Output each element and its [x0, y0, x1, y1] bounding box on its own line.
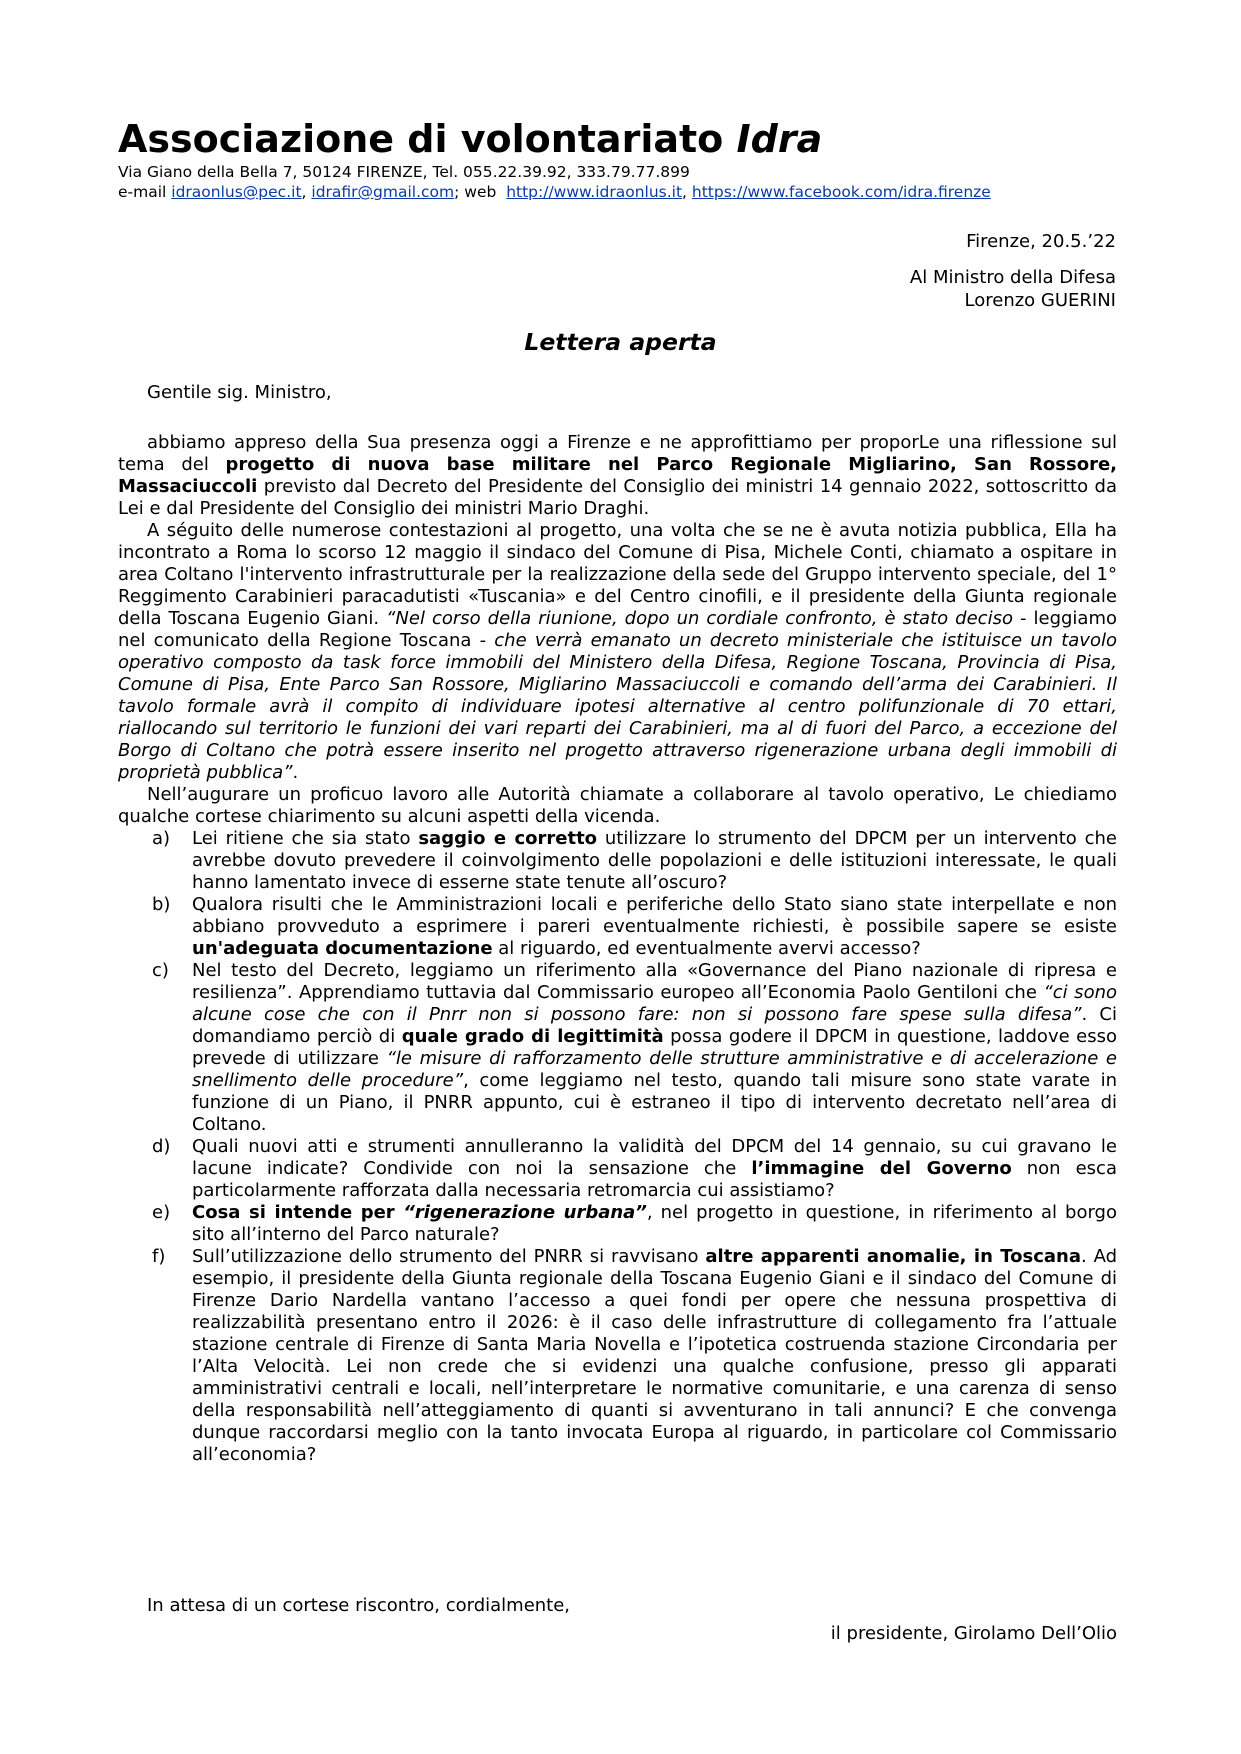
organization-address: Via Giano della Bella 7, 50124 FIRENZE, Tel. 055.22.39.92, 333.79.77.899 — [118, 163, 690, 181]
facebook-link[interactable]: https://www.facebook.com/idra.firenze — [691, 183, 991, 201]
letter-body — [118, 432, 1117, 1466]
signature: il presidente, Girolamo Dell’Olio — [830, 1623, 1117, 1644]
letterhead — [118, 116, 1128, 202]
website-link[interactable]: http://www.idraonlus.it — [506, 183, 683, 201]
question-list — [118, 828, 1117, 1466]
list-item: b) Qualora risulti che le Amministrazioni locali e periferiche dello Stato siano state interpellate e non abbiano provveduto a esprimere i pareri eventualmente richiesti, è possibile sapere se esiste un'adeguata documentazione al riguardo, ed eventualmente avervi accesso? — [152, 894, 1117, 959]
email-link-gmail[interactable]: idrafir@gmail.com — [311, 183, 455, 201]
salutation: Gentile sig. Ministro, — [147, 382, 332, 403]
list-item: e) Cosa si intende per “rigenerazione urbana”, nel progetto in questione, in riferimento al borgo sito all’interno del Parco naturale? — [152, 1202, 1117, 1245]
list-item: d) Quali nuovi atti e strumenti annulleranno la validità del DPCM del 14 gennaio, su cui gravano le lacune indicate? Condivide con noi la sensazione che l’immagine del Governo non esca particolarmente rafforzata dalla necessaria retromarcia cui assistiamo? — [152, 1136, 1117, 1201]
paragraph-2: A séguito delle numerose contestazioni al progetto, una volta che se ne è avuta notizia pubblica, Ella ha incontrato a Roma lo scorso 12 maggio il sindaco del Comune di Pisa, Michele Conti, chiamato a ospitare in area Coltano l'intervento infrastrutturale per la realizzazione della sede del Gruppo intervento speciale, del 1° Reggimento Carabinieri paracadutisti «Tuscania» e del Centro cinofili, e il presidente della Giunta regionale della Toscana Eugenio Giani. “Nel corso della riunione, dopo un cordiale confronto, è stato deciso - leggiamo nel comunicato della Regione Toscana - che verrà emanato un decreto ministeriale che istituisce un tavolo operativo composto da task force immobili del Ministero della Difesa, Regione Toscana, Provincia di Pisa, Comune di Pisa, Ente Parco San Rossore, Migliarino Massaciuccoli e comando dell’arma dei Carabinieri. Il tavolo formale avrà il compito di individuare ipotesi alternative al centro polifunzionale di 70 ettari, riallocando sul territorio le funzioni dei vari reparti dei Carabinieri, ma al di fuori del Parco, a eccezione del Borgo di Coltano che potrà essere inserito nel progetto attraverso rigenerazione urbana degli immobili di proprietà pubblica”. — [118, 520, 1117, 783]
organization-title: Associazione di volontariato Idra — [118, 117, 823, 161]
list-item: f) Sull’utilizzazione dello strumento del PNRR si ravvisano altre apparenti anomalie, in Toscana. Ad esempio, il presidente della Giunta regionale della Toscana Eugenio Giani e il sindaco del Comune di Firenze Dario Nardella vantano l’accesso a quei fondi per opere che nessuna prospettiva di realizzabilità presentano entro il 2026: è il caso delle infrastrutture di collegamento fra l’attuale stazione centrale di Firenze di Santa Maria Novella e l’ipotetica costruenda stazione Circondaria per l’Alta Velocità. Lei non crede che si evidenzi una qualche confusione, presso gli apparati amministrativi centrali e locali, nell’interpretare le normative comunitarie, e una carenza di senso della responsabilità nell’atteggiamento di quanti si avventurano in tali annunci? E che convenga dunque raccordarsi meglio con la tanto invocata Europa al riguardo, in particolare col Commissario all’economia? — [152, 1246, 1117, 1465]
recipient-name: Lorenzo GUERINI — [964, 290, 1116, 311]
letter-heading: Lettera aperta — [524, 328, 717, 356]
list-item: c) Nel testo del Decreto, leggiamo un riferimento alla «Governance del Piano nazionale di ripresa e resilienza”. Apprendiamo tuttavia dal Commissario europeo all’Economia Paolo Gentiloni che “ci sono alcune cose che con il Pnrr non si possono fare: non si possono fare spese sulla difesa”. Ci domandiamo perciò di quale grado di legittimità possa godere il DPCM in questione, laddove esso prevede di utilizzare “le misure di rafforzamento delle strutture amministrative e di accelerazione e snellimento delle procedure”, come leggiamo nel testo, quando tali misure sono state varate in funzione di un Piano, il PNRR appunto, cui è estraneo il tipo di intervento decretato nell’area di Coltano. — [152, 960, 1118, 1135]
paragraph-3: Nell’augurare un proficuo lavoro alle Autorità chiamate a collaborare al tavolo operativo, Le chiediamo qualche cortese chiarimento su alcuni aspetti della vicenda. — [118, 784, 1117, 827]
recipient-block — [910, 266, 1116, 312]
paragraph-1: abbiamo appreso della Sua presenza oggi a Firenze e ne approfittiamo per proporLe una riflessione sul tema del progetto di nuova base militare nel Parco Regionale Migliarino, San Rossore, Massaciuccoli previsto dal Decreto del Presidente del Consiglio dei ministri 14 gennaio 2022, sottoscritto da Lei e dal Presidente del Consiglio dei ministri Mario Draghi. — [118, 432, 1118, 519]
contact-line: e-mail idraonlus@pec.it, idrafir@gmail.com; web http://www.idraonlus.it, https://www.facebook.com/idra.firenze — [118, 183, 991, 201]
organization-name-italic: Idra — [736, 117, 823, 161]
email-link-pec[interactable]: idraonlus@pec.it — [171, 183, 302, 201]
recipient-title: Al Ministro della Difesa — [909, 267, 1116, 288]
letter-date: Firenze, 20.5.’22 — [966, 231, 1116, 252]
list-item: a) Lei ritiene che sia stato saggio e corretto utilizzare lo strumento del DPCM per un intervento che avrebbe dovuto prevedere il coinvolgimento delle popolazioni e delle istituzioni interessate, le quali hanno lamentato invece di esserne state tenute all’oscuro? — [152, 828, 1117, 893]
closing-line: In attesa di un cortese riscontro, cordialmente, — [147, 1595, 571, 1616]
